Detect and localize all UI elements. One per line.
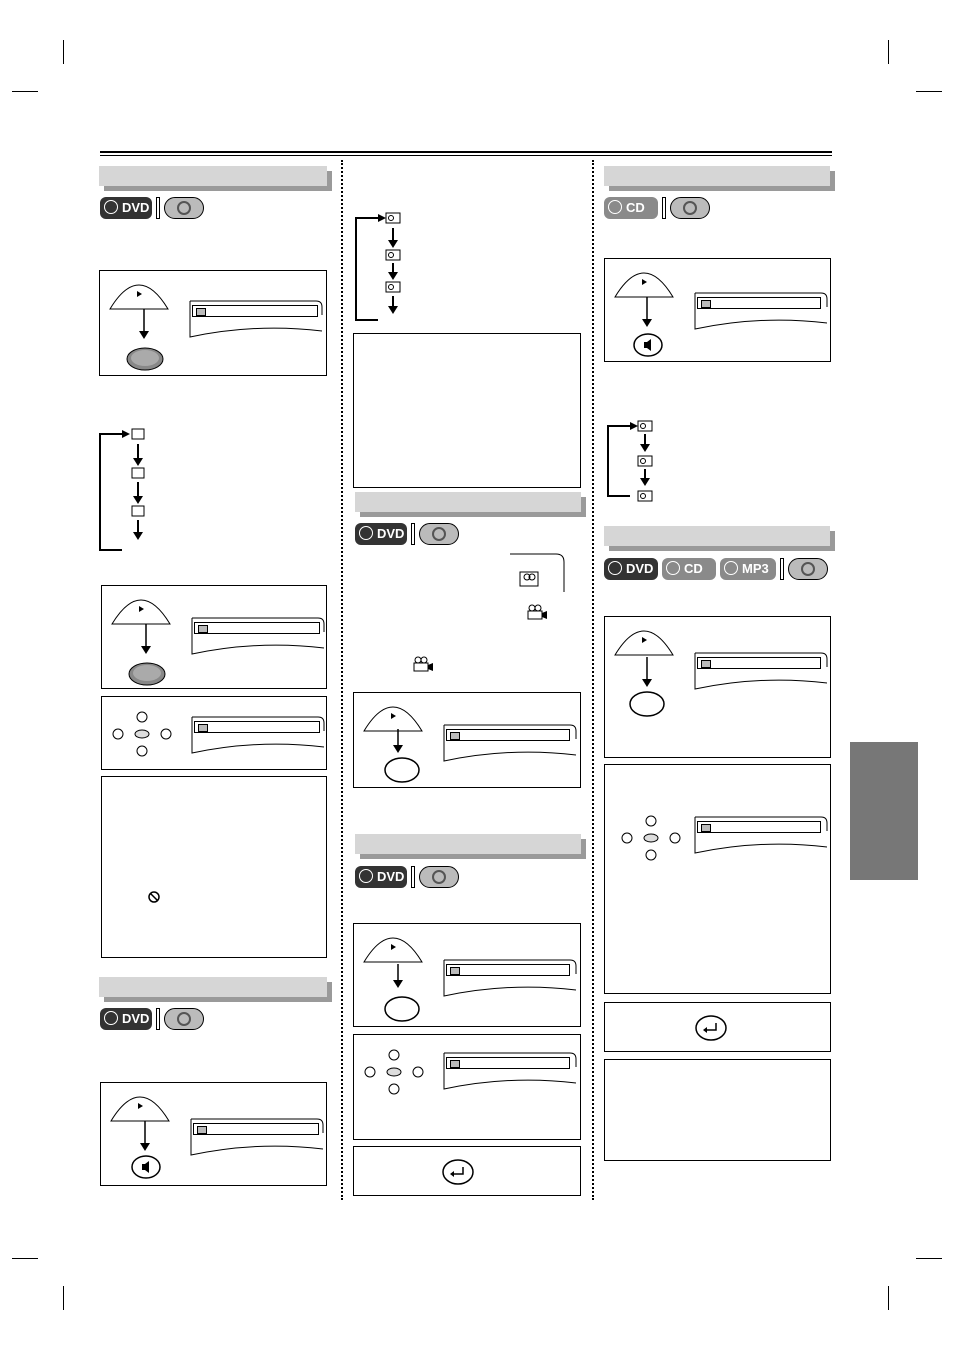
setup-button[interactable] xyxy=(629,691,665,717)
audio-button[interactable] xyxy=(633,333,663,357)
disc-icon xyxy=(164,197,204,219)
cursor-pad[interactable] xyxy=(362,1047,426,1097)
dvd-badge-label: DVD xyxy=(377,869,405,884)
section-bar xyxy=(355,834,581,854)
crop-mark xyxy=(916,1258,942,1259)
dvd-badge xyxy=(100,197,152,219)
arrow-down-icon xyxy=(641,297,653,327)
note-box xyxy=(604,1059,831,1161)
screen-curve xyxy=(187,1115,327,1159)
angle-indicator xyxy=(508,552,566,594)
play-button[interactable] xyxy=(110,590,172,626)
cursor-box xyxy=(353,1034,581,1140)
arrow-down-icon xyxy=(392,964,404,988)
dvd-badge-label: DVD xyxy=(377,526,405,541)
cycle-diagram xyxy=(96,424,156,554)
cycle-diagram xyxy=(604,416,664,502)
crop-mark xyxy=(916,91,942,92)
instruction-box xyxy=(101,585,327,689)
dvd-badge xyxy=(100,1008,152,1030)
enter-button[interactable] xyxy=(442,1159,474,1185)
badge-separator xyxy=(156,197,160,219)
screen-curve xyxy=(440,1049,580,1093)
disc-icon xyxy=(419,523,459,545)
section-bar xyxy=(355,492,581,512)
disc-icon xyxy=(670,197,710,219)
column-divider xyxy=(592,160,594,1200)
screen-curve xyxy=(188,614,328,658)
disc-icon xyxy=(164,1008,204,1030)
mp3-badge-label: MP3 xyxy=(742,561,769,576)
screen-curve xyxy=(691,289,831,333)
badge-separator xyxy=(662,197,666,219)
header-rule xyxy=(100,155,832,156)
arrow-down-icon xyxy=(140,624,152,654)
enter-box xyxy=(604,1002,831,1052)
badge-separator xyxy=(780,558,784,580)
cycle-diagram xyxy=(352,208,412,326)
angle-button[interactable] xyxy=(384,757,420,783)
screen-curve xyxy=(440,721,580,765)
instruction-box xyxy=(100,1082,327,1186)
cd-badge xyxy=(604,197,658,219)
cursor-box xyxy=(101,696,327,770)
crop-mark xyxy=(888,40,889,64)
play-button[interactable] xyxy=(362,928,424,964)
oval-button[interactable] xyxy=(128,662,166,686)
cd-badge xyxy=(662,558,716,580)
enter-button[interactable] xyxy=(695,1015,727,1041)
cursor-pad[interactable] xyxy=(110,709,174,759)
play-button[interactable] xyxy=(613,263,675,299)
cursor-pad[interactable] xyxy=(619,813,683,863)
note-box xyxy=(353,333,581,488)
badge-separator xyxy=(411,866,415,888)
instruction-box xyxy=(99,270,327,376)
prohibit-icon xyxy=(148,891,160,903)
dvd-badge xyxy=(355,523,407,545)
dvd-badge-label: DVD xyxy=(626,561,654,576)
dvd-badge xyxy=(355,866,407,888)
instruction-box xyxy=(604,616,831,758)
screen-curve xyxy=(691,649,831,693)
section-bar xyxy=(99,166,327,186)
crop-mark xyxy=(12,1258,38,1259)
section-bar xyxy=(99,977,327,997)
camera-icon xyxy=(412,656,434,672)
play-button[interactable] xyxy=(109,1087,171,1123)
oval-button[interactable] xyxy=(126,347,164,371)
play-button[interactable] xyxy=(362,697,424,733)
setup-button[interactable] xyxy=(384,996,420,1022)
dvd-badge xyxy=(604,558,658,580)
cd-badge-label: CD xyxy=(684,561,703,576)
crop-mark xyxy=(888,1286,889,1310)
dvd-badge-label: DVD xyxy=(122,200,150,215)
dvd-badge-label: DVD xyxy=(122,1011,150,1026)
crop-mark xyxy=(63,1286,64,1310)
badge-separator xyxy=(156,1008,160,1030)
arrow-down-icon xyxy=(138,309,150,339)
arrow-down-icon xyxy=(641,657,653,687)
cursor-box xyxy=(604,764,831,994)
section-bar xyxy=(604,166,830,186)
arrow-down-icon xyxy=(392,729,404,753)
instruction-box xyxy=(353,692,581,788)
screen-curve xyxy=(691,813,831,857)
audio-button[interactable] xyxy=(131,1155,161,1179)
screen-curve xyxy=(186,297,326,341)
enter-box xyxy=(353,1146,581,1196)
play-button[interactable] xyxy=(613,621,675,657)
camera-icon xyxy=(526,604,548,620)
section-bar xyxy=(604,526,830,546)
disc-icon xyxy=(419,866,459,888)
instruction-box xyxy=(604,258,831,362)
crop-mark xyxy=(63,40,64,64)
crop-mark xyxy=(12,91,38,92)
side-tab xyxy=(850,742,918,880)
mp3-badge xyxy=(720,558,776,580)
screen-curve xyxy=(188,713,328,757)
column-divider xyxy=(341,160,343,1200)
badge-separator xyxy=(411,523,415,545)
note-box xyxy=(101,776,327,958)
play-button[interactable] xyxy=(108,275,170,311)
screen-curve xyxy=(440,956,580,1000)
cd-badge-label: CD xyxy=(626,200,645,215)
disc-icon xyxy=(788,558,828,580)
header-rule xyxy=(100,151,832,153)
arrow-down-icon xyxy=(139,1121,151,1151)
instruction-box xyxy=(353,923,581,1027)
